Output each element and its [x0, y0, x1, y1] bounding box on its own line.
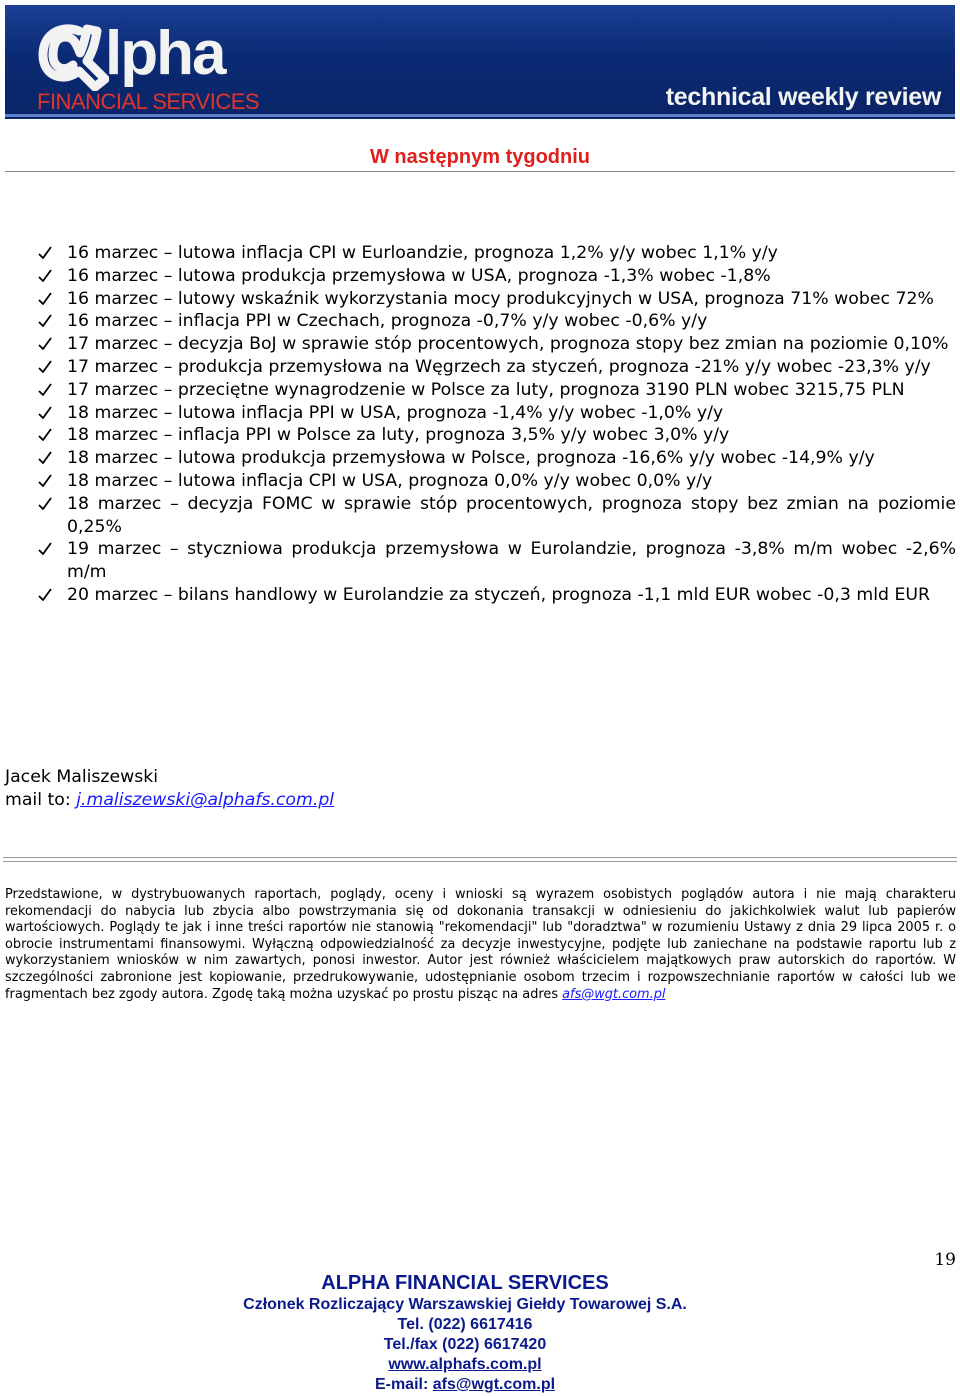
disclaimer-email-link[interactable]: afs@wgt.com.pl [562, 986, 666, 1002]
event-text: 17 marzec – decyzja BoJ w sprawie stóp procentowych, prognoza stopy bez zmian na poziomie 0,10% [67, 334, 949, 355]
company-footer [0, 1271, 930, 1395]
title-divider [5, 171, 955, 172]
header-banner [5, 5, 955, 119]
logo-wordmark: lpha [105, 19, 225, 88]
event-text: 19 marzec – styczniowa produkcja przemysłowa w Eurolandzie, prognoza -3,8% m/m wobec -2,6% m/m [67, 539, 956, 583]
report-title: technical weekly review [665, 83, 941, 111]
checkmark-icon [37, 336, 53, 352]
event-text: 16 marzec – lutowa inflacja CPI w Eurloandzie, prognoza 1,2% y/y wobec 1,1% y/y [67, 243, 778, 263]
checkmark-icon [37, 313, 53, 329]
company-website-link[interactable]: www.alphafs.com.pl [388, 1356, 542, 1373]
event-list [0, 242, 960, 607]
event-text: 18 marzec – inflacja PPI w Polsce za luty, prognoza 3,5% y/y wobec 3,0% y/y [67, 425, 730, 446]
event-text: 18 marzec – lutowa inflacja PPI w USA, prognoza -1,4% y/y wobec -1,0% y/y [67, 402, 724, 423]
banner-rule [5, 114, 955, 117]
event-item [0, 470, 960, 493]
checkmark-icon [37, 473, 53, 489]
event-item [0, 379, 960, 402]
event-text: 16 marzec – inflacja PPI w Czechach, prognoza -0,7% y/y wobec -0,6% y/y [67, 311, 708, 332]
section-title: W następnym tygodniu [370, 146, 590, 168]
event-item [0, 333, 960, 356]
event-text: 17 marzec – produkcja przemysłowa na Węgrzech za styczeń, prognoza -21% y/y wobec -23,3% y/y [67, 356, 931, 377]
checkmark-icon [37, 427, 53, 443]
event-text: 18 marzec – decyzja FOMC w sprawie stóp procentowych, prognoza stopy bez zmian na poziomie 0,25% [67, 493, 956, 537]
company-email-link[interactable]: afs@wgt.com.pl [432, 1376, 556, 1393]
checkmark-icon [37, 268, 53, 284]
mail-label: mail to: [5, 790, 77, 810]
disclaimer [5, 887, 956, 1003]
event-item [0, 584, 960, 607]
event-text: 20 marzec – bilans handlowy w Eurolandzie za styczeń, prognoza -1,1 mld EUR wobec -0,3 mld EUR [67, 584, 931, 605]
company-membership: Członek Rozliczający Warszawskiej Giełdy Towarowej S.A. [243, 1296, 687, 1313]
mail-line [5, 789, 334, 812]
company-name: ALPHA FINANCIAL SERVICES [321, 1272, 609, 1294]
alpha-logo [35, 11, 275, 114]
event-item [0, 538, 960, 584]
event-text: 16 marzec – lutowy wskaźnik wykorzystania mocy produkcyjnych w USA, prognoza 71% wobec 72% [67, 288, 934, 309]
author-name: Jacek Maliszewski [5, 767, 159, 787]
event-item [0, 424, 960, 447]
company-website-line [0, 1355, 930, 1375]
event-text: 16 marzec – lutowa produkcja przemysłowa w USA, prognoza -1,3% wobec -1,8% [67, 265, 771, 286]
company-email-line [0, 1375, 930, 1395]
checkmark-icon [37, 541, 53, 557]
page-number: 19 [934, 1250, 956, 1270]
event-item [0, 356, 960, 379]
event-text: 18 marzec – lutowa inflacja CPI w USA, prognoza 0,0% y/y wobec 0,0% y/y [67, 470, 713, 491]
event-item [0, 493, 960, 539]
checkmark-icon [37, 382, 53, 398]
author-email-link[interactable]: j.maliszewski@alphafs.com.pl [76, 790, 335, 810]
signature [5, 766, 334, 812]
company-email-label: E-mail: [374, 1376, 433, 1393]
event-text: 17 marzec – przeciętne wynagrodzenie w Polsce za luty, prognoza 3190 PLN wobec 3215,75 PLN [67, 379, 905, 400]
checkmark-icon [37, 291, 53, 307]
logo-subtitle: FINANCIAL SERVICES [37, 89, 260, 114]
event-item [0, 402, 960, 425]
event-text: 18 marzec – lutowa produkcja przemysłowa w Polsce, prognoza -16,6% y/y wobec -14,9% y/y [67, 448, 875, 469]
company-fax: Tel./fax (022) 6617420 [383, 1336, 547, 1353]
company-phone: Tel. (022) 6617416 [397, 1316, 533, 1333]
footer-divider-second [3, 861, 957, 862]
event-item [0, 288, 960, 311]
checkmark-icon [37, 496, 53, 512]
event-item [0, 242, 960, 265]
checkmark-icon [37, 587, 53, 603]
checkmark-icon [37, 405, 53, 421]
checkmark-icon [37, 359, 53, 375]
alpha-symbol-icon [35, 17, 109, 91]
checkmark-icon [37, 450, 53, 466]
checkmark-icon [37, 245, 53, 261]
footer-divider [3, 857, 957, 858]
event-item [0, 447, 960, 470]
event-item [0, 310, 960, 333]
disclaimer-text: Przedstawione, w dystrybuowanych raportach, poglądy, oceny i wnioski są wyrazem osobistych poglądów autora i nie mają charakteru rekomendacji do nabycia lub zbycia albo powstrzymania się od dokonania transakcji w odniesieniu do jakichkolwiek walut lub papierów wartościowych. Poglądy te jak i inne treści raportów nie stanowią "rekomendacji" lub "doradztwa" w rozumieniu Ustawy z dnia 29 lipca 2005 r. o obrocie instrumentami finansowymi. Wyłączną odpowiedzialność za decyzje inwestycyjne, podjęte lub zaniechane na podstawie raportu lub z wykorzystaniem wniosków w nim zawartych, ponosi inwestor. Autor jest również właścicielem majątkowych praw autorskich do raportów. W szczególności zabronione jest kopiowanie, przedrukowywanie, udostępnianie osobom trzecim i rozpowszechnianie raportów w całości lub we fragmentach bez zgody autora. Zgodę taką można uzyskać po prostu pisząc na adres [5, 887, 956, 1002]
event-item [0, 265, 960, 288]
